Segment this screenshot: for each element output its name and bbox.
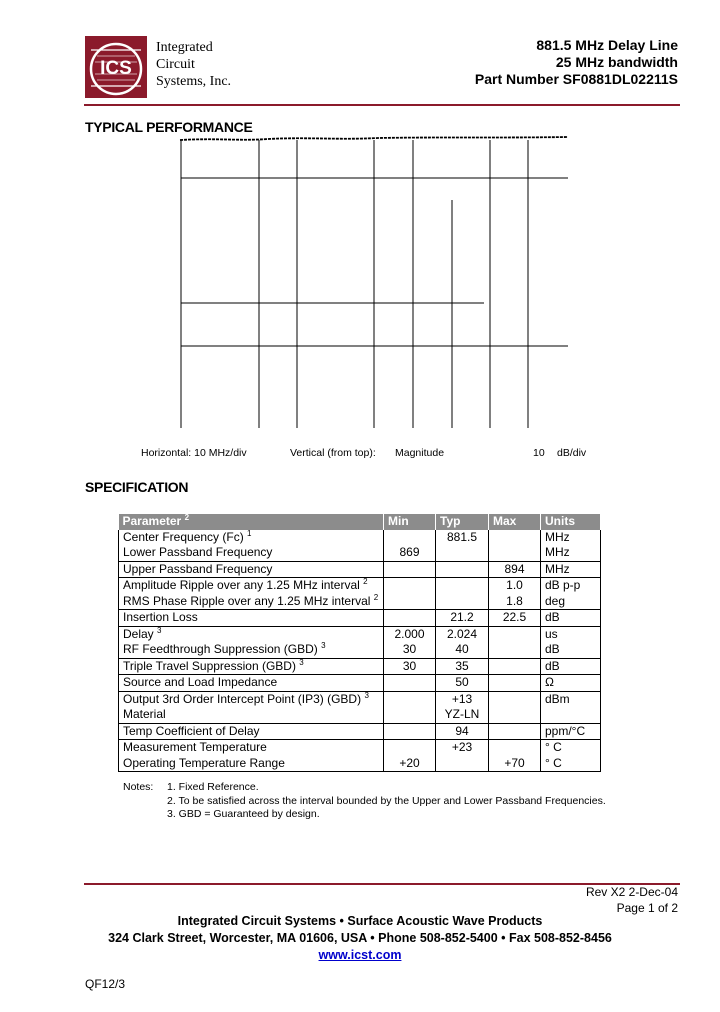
parameter-cell: Source and Load Impedance — [119, 675, 384, 692]
units-cell: dB p-p — [541, 578, 601, 594]
units-cell: dB — [541, 658, 601, 675]
column-header-typ: Typ — [436, 514, 489, 530]
typ-cell — [436, 545, 489, 561]
typ-cell — [436, 756, 489, 772]
parameter-cell: Lower Passband Frequency — [119, 545, 384, 561]
revision-info — [586, 884, 678, 916]
notes — [123, 781, 606, 822]
typ-cell: 40 — [436, 642, 489, 658]
parameter-cell: Insertion Loss — [119, 610, 384, 627]
typical-performance-title: TYPICAL PERFORMANCE — [85, 119, 253, 135]
table-row — [119, 740, 601, 756]
table-row — [119, 610, 601, 627]
typ-cell: YZ-LN — [436, 707, 489, 723]
min-cell — [384, 594, 436, 610]
table-row — [119, 642, 601, 658]
column-header-max: Max — [489, 514, 541, 530]
specification-title: SPECIFICATION — [85, 479, 189, 495]
units-cell: dB — [541, 610, 601, 627]
svg-text:ICS: ICS — [100, 58, 132, 79]
typ-cell: +23 — [436, 740, 489, 756]
units-cell: MHz — [541, 561, 601, 578]
parameter-cell: Material — [119, 707, 384, 723]
scale-unit: dB/div — [557, 447, 587, 459]
typ-cell: +13 — [436, 691, 489, 707]
min-cell — [384, 675, 436, 692]
parameter-cell: RF Feedthrough Suppression (GBD) $^3$ — [119, 642, 384, 658]
table-row — [119, 707, 601, 723]
revision-label: Rev X2 2-Dec-04 — [585, 885, 678, 899]
table-row — [119, 545, 601, 561]
parameter-cell: Operating Temperature Range — [119, 756, 384, 772]
part-number: Part Number SF0881DL02211S — [474, 71, 678, 87]
max-cell: +70 — [489, 756, 541, 772]
ics-logo-icon — [85, 36, 147, 98]
typ-cell: 50 — [436, 675, 489, 692]
min-cell — [384, 610, 436, 627]
table-row — [119, 530, 601, 546]
table-row — [119, 691, 601, 707]
typ-cell: 21.2 — [436, 610, 489, 627]
max-cell — [489, 707, 541, 723]
min-cell — [384, 561, 436, 578]
typ-cell — [436, 561, 489, 578]
min-cell: 2.000 — [384, 626, 436, 642]
parameter-cell: Amplitude Ripple over any 1.25 MHz interval $^2$ — [119, 578, 384, 594]
units-cell — [541, 707, 601, 723]
table-row — [119, 626, 601, 642]
footer — [0, 913, 720, 964]
footer-company-line: Integrated Circuit Systems • Surface Acoustic Wave Products — [177, 914, 543, 928]
horizontal-scale-label: Horizontal: 10 MHz/div — [141, 447, 247, 459]
specification-table-body — [119, 530, 601, 772]
min-cell — [384, 740, 436, 756]
typ-cell: 94 — [436, 723, 489, 740]
max-cell: 1.8 — [489, 594, 541, 610]
max-cell — [489, 530, 541, 546]
min-cell: 30 — [384, 642, 436, 658]
min-cell — [384, 578, 436, 594]
header-divider — [84, 104, 680, 106]
parameter-cell: Upper Passband Frequency — [119, 561, 384, 578]
parameter-cell: Triple Travel Suppression (GBD) $^3$ — [119, 658, 384, 675]
max-cell — [489, 723, 541, 740]
column-header-units: Units — [541, 514, 601, 530]
table-row — [119, 756, 601, 772]
units-cell: ° C — [541, 740, 601, 756]
units-cell: MHz — [541, 545, 601, 561]
performance-plot-svg — [178, 130, 570, 432]
document-id: QF12/3 — [85, 977, 126, 991]
typ-cell — [436, 578, 489, 594]
max-cell — [489, 658, 541, 675]
max-cell — [489, 642, 541, 658]
max-cell — [489, 691, 541, 707]
note-item: 2. To be satisfied across the interval bounded by the Upper and Lower Passband Frequencies. — [167, 794, 606, 807]
min-cell — [384, 707, 436, 723]
min-cell: 869 — [384, 545, 436, 561]
table-row — [119, 594, 601, 610]
max-cell — [489, 626, 541, 642]
company-name — [156, 39, 231, 90]
table-row — [119, 561, 601, 578]
table-row — [119, 675, 601, 692]
parameter-cell: Output 3rd Order Intercept Point (IP3) (GBD) $^3$ — [119, 691, 384, 707]
note-item: 3. GBD = Guaranteed by design. — [167, 808, 320, 820]
units-cell: us — [541, 626, 601, 642]
parameter-cell: Center Frequency (Fc) $^1$ — [119, 530, 384, 546]
max-cell — [489, 675, 541, 692]
table-row — [119, 723, 601, 740]
parameter-cell: RMS Phase Ripple over any 1.25 MHz interval $^2$ — [119, 594, 384, 610]
min-cell — [384, 530, 436, 546]
min-cell: +20 — [384, 756, 436, 772]
magnitude-trace — [180, 137, 568, 140]
min-cell: 30 — [384, 658, 436, 675]
units-cell: deg — [541, 594, 601, 610]
company-name-line: Integrated — [156, 40, 213, 55]
vertical-scale-label: Vertical (from top): — [290, 447, 376, 459]
company-logo — [85, 36, 147, 98]
typ-cell — [436, 594, 489, 610]
typ-cell: 35 — [436, 658, 489, 675]
units-cell: ppm/°C — [541, 723, 601, 740]
min-cell — [384, 723, 436, 740]
units-cell: dB — [541, 642, 601, 658]
units-cell: dBm — [541, 691, 601, 707]
table-row — [119, 578, 601, 594]
column-header-min: Min — [384, 514, 436, 530]
parameter-cell: Temp Coefficient of Delay — [119, 723, 384, 740]
website-link[interactable]: www.icst.com — [318, 948, 402, 962]
table-row — [119, 658, 601, 675]
parameter-cell: Delay $^3$ — [119, 626, 384, 642]
table-header-row — [119, 514, 601, 530]
footer-address-line: 324 Clark Street, Worcester, MA 01606, USA • Phone 508-852-5400 • Fax 508-852-8456 — [108, 931, 612, 945]
page-number: Page 1 of 2 — [616, 901, 678, 915]
max-cell: 894 — [489, 561, 541, 578]
typ-cell: 881.5 — [436, 530, 489, 546]
parameter-cell: Measurement Temperature — [119, 740, 384, 756]
units-cell: MHz — [541, 530, 601, 546]
product-header — [475, 37, 678, 88]
company-name-line: Systems, Inc. — [156, 74, 232, 89]
typ-cell: 2.024 — [436, 626, 489, 642]
units-cell: Ω — [541, 675, 601, 692]
specification-table — [118, 514, 601, 772]
min-cell — [384, 691, 436, 707]
product-bandwidth: 25 MHz bandwidth — [555, 54, 678, 70]
note-item: 1. Fixed Reference. — [167, 781, 259, 793]
product-title: 881.5 MHz Delay Line — [536, 37, 678, 53]
performance-plot — [178, 130, 570, 432]
max-cell — [489, 740, 541, 756]
notes-label: Notes: — [123, 781, 154, 793]
company-name-line: Circuit — [156, 57, 195, 72]
column-header-parameter: Parameter $^2$ — [119, 514, 384, 530]
scale-value: 10 — [533, 447, 545, 459]
trace-label: Magnitude — [395, 447, 445, 459]
units-cell: ° C — [541, 756, 601, 772]
max-cell — [489, 545, 541, 561]
max-cell: 22.5 — [489, 610, 541, 627]
max-cell: 1.0 — [489, 578, 541, 594]
